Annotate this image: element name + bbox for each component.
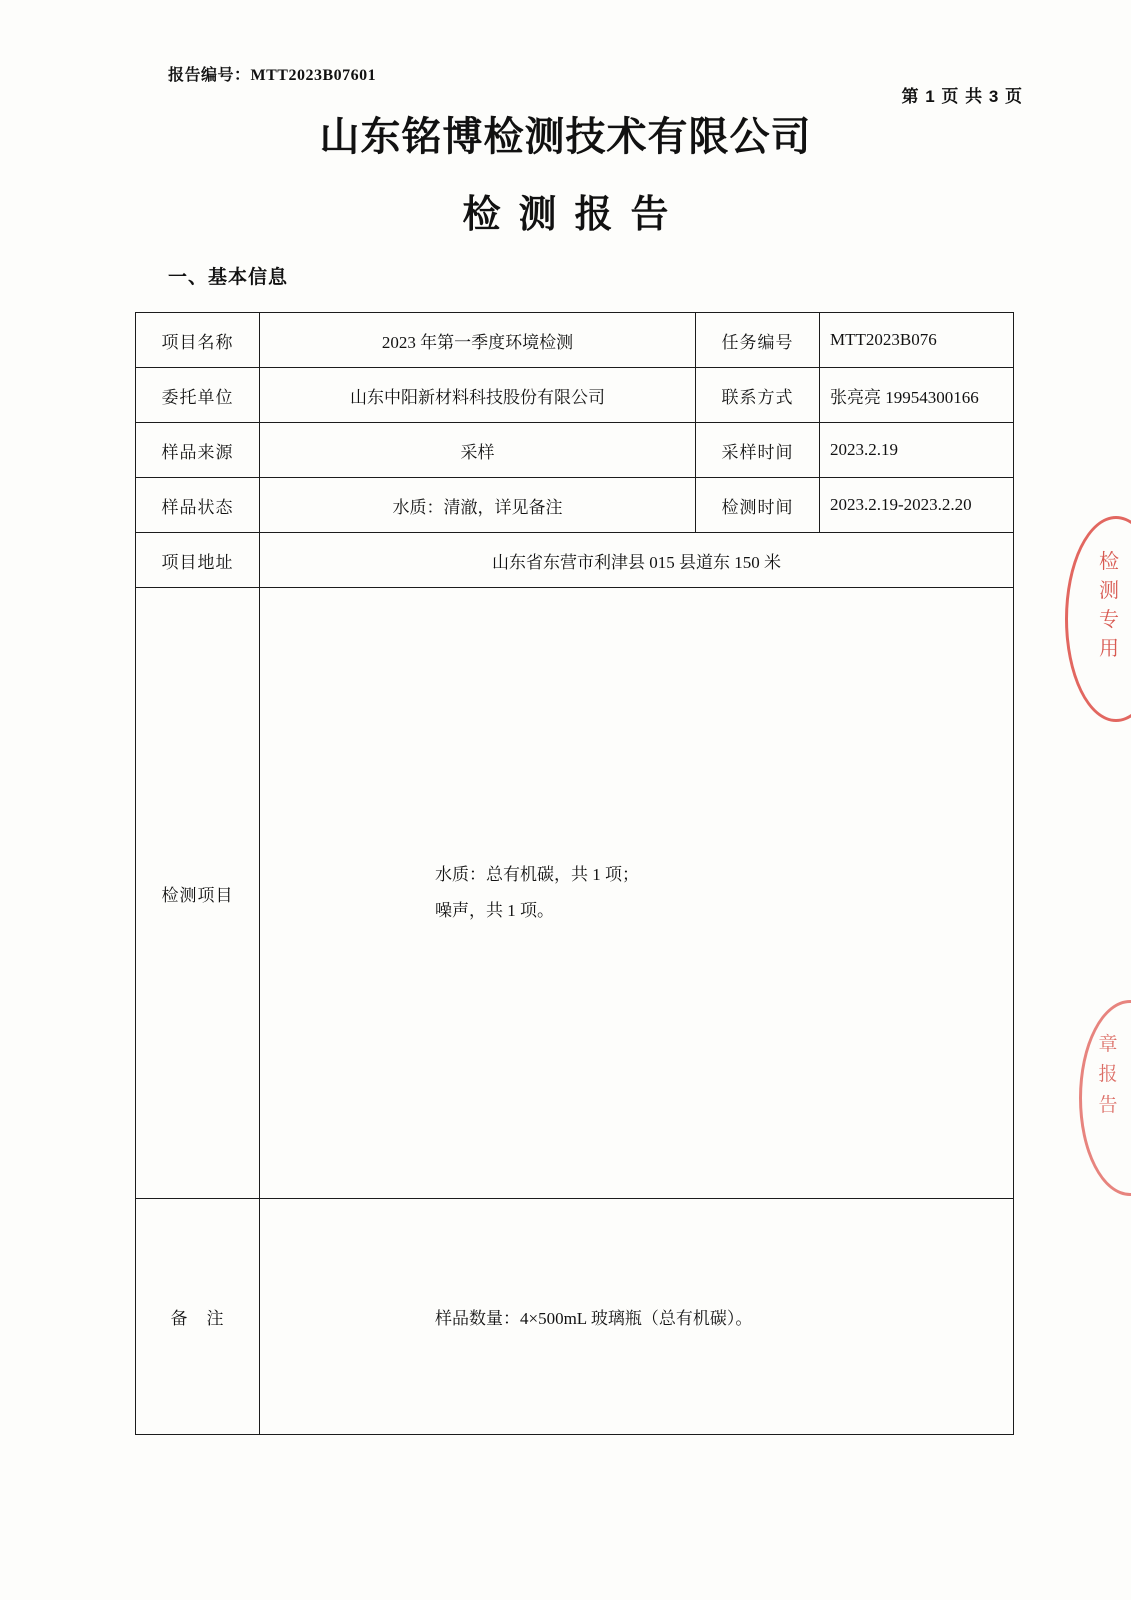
table-row	[136, 588, 1014, 1199]
test-item-line-1: 水质：总有机碳，共 1 项；	[435, 865, 639, 885]
row-value-project-name: 2023 年第一季度环境检测	[260, 313, 696, 368]
row-value-task-number: MTT2023B076	[820, 313, 1014, 368]
official-seal-text: 检测专用	[1099, 551, 1119, 660]
report-number	[168, 62, 376, 85]
table-row	[136, 1199, 1014, 1435]
row-label-sample-source: 样品来源	[136, 423, 260, 478]
official-seal-text-secondary: 章报告	[1098, 1034, 1118, 1116]
row-label-test-items: 检测项目	[136, 588, 260, 1199]
test-item-line-2: 噪声，共 1 项。	[435, 901, 554, 920]
row-label-sample-state: 样品状态	[136, 478, 260, 533]
table-row	[136, 368, 1014, 423]
row-label-project-name: 项目名称	[136, 313, 260, 368]
row-label-task-number: 任务编号	[696, 313, 820, 368]
row-label-test-time: 检测时间	[696, 478, 820, 533]
row-label-contact: 联系方式	[696, 368, 820, 423]
row-value-project-address: 山东省东营市利津县 015 县道东 150 米	[260, 533, 1014, 588]
row-value-client: 山东中阳新材料科技股份有限公司	[260, 368, 696, 423]
row-value-test-items	[260, 588, 1014, 1199]
table-row	[136, 533, 1014, 588]
section-heading-basic-info: 一、基本信息	[168, 267, 289, 288]
report-number-label: 报告编号：	[168, 67, 251, 84]
table-row	[136, 478, 1014, 533]
row-value-test-time: 2023.2.19-2023.2.20	[820, 478, 1014, 533]
row-value-sample-source: 采样	[260, 423, 696, 478]
row-value-sampling-time: 2023.2.19	[820, 423, 1014, 478]
row-label-sampling-time: 采样时间	[696, 423, 820, 478]
row-label-remark: 备 注	[136, 1199, 260, 1435]
row-label-project-address: 项目地址	[136, 533, 260, 588]
page-title: 检测报告	[462, 194, 687, 236]
table-row	[136, 423, 1014, 478]
row-value-remark: 样品数量：4×500mL 玻璃瓶（总有机碳）。	[260, 1199, 1014, 1435]
table-row	[136, 313, 1014, 368]
company-name: 山东铭博检测技术有限公司	[319, 115, 812, 159]
report-number-value: MTT2023B07601	[250, 67, 377, 84]
row-value-contact: 张亮亮 19954300166	[820, 368, 1014, 423]
basic-info-table	[135, 312, 1014, 1435]
page-indicator: 第 1 页 共 3 页	[901, 87, 1023, 106]
row-value-sample-state: 水质：清澈，详见备注	[260, 478, 696, 533]
row-label-client: 委托单位	[136, 368, 260, 423]
